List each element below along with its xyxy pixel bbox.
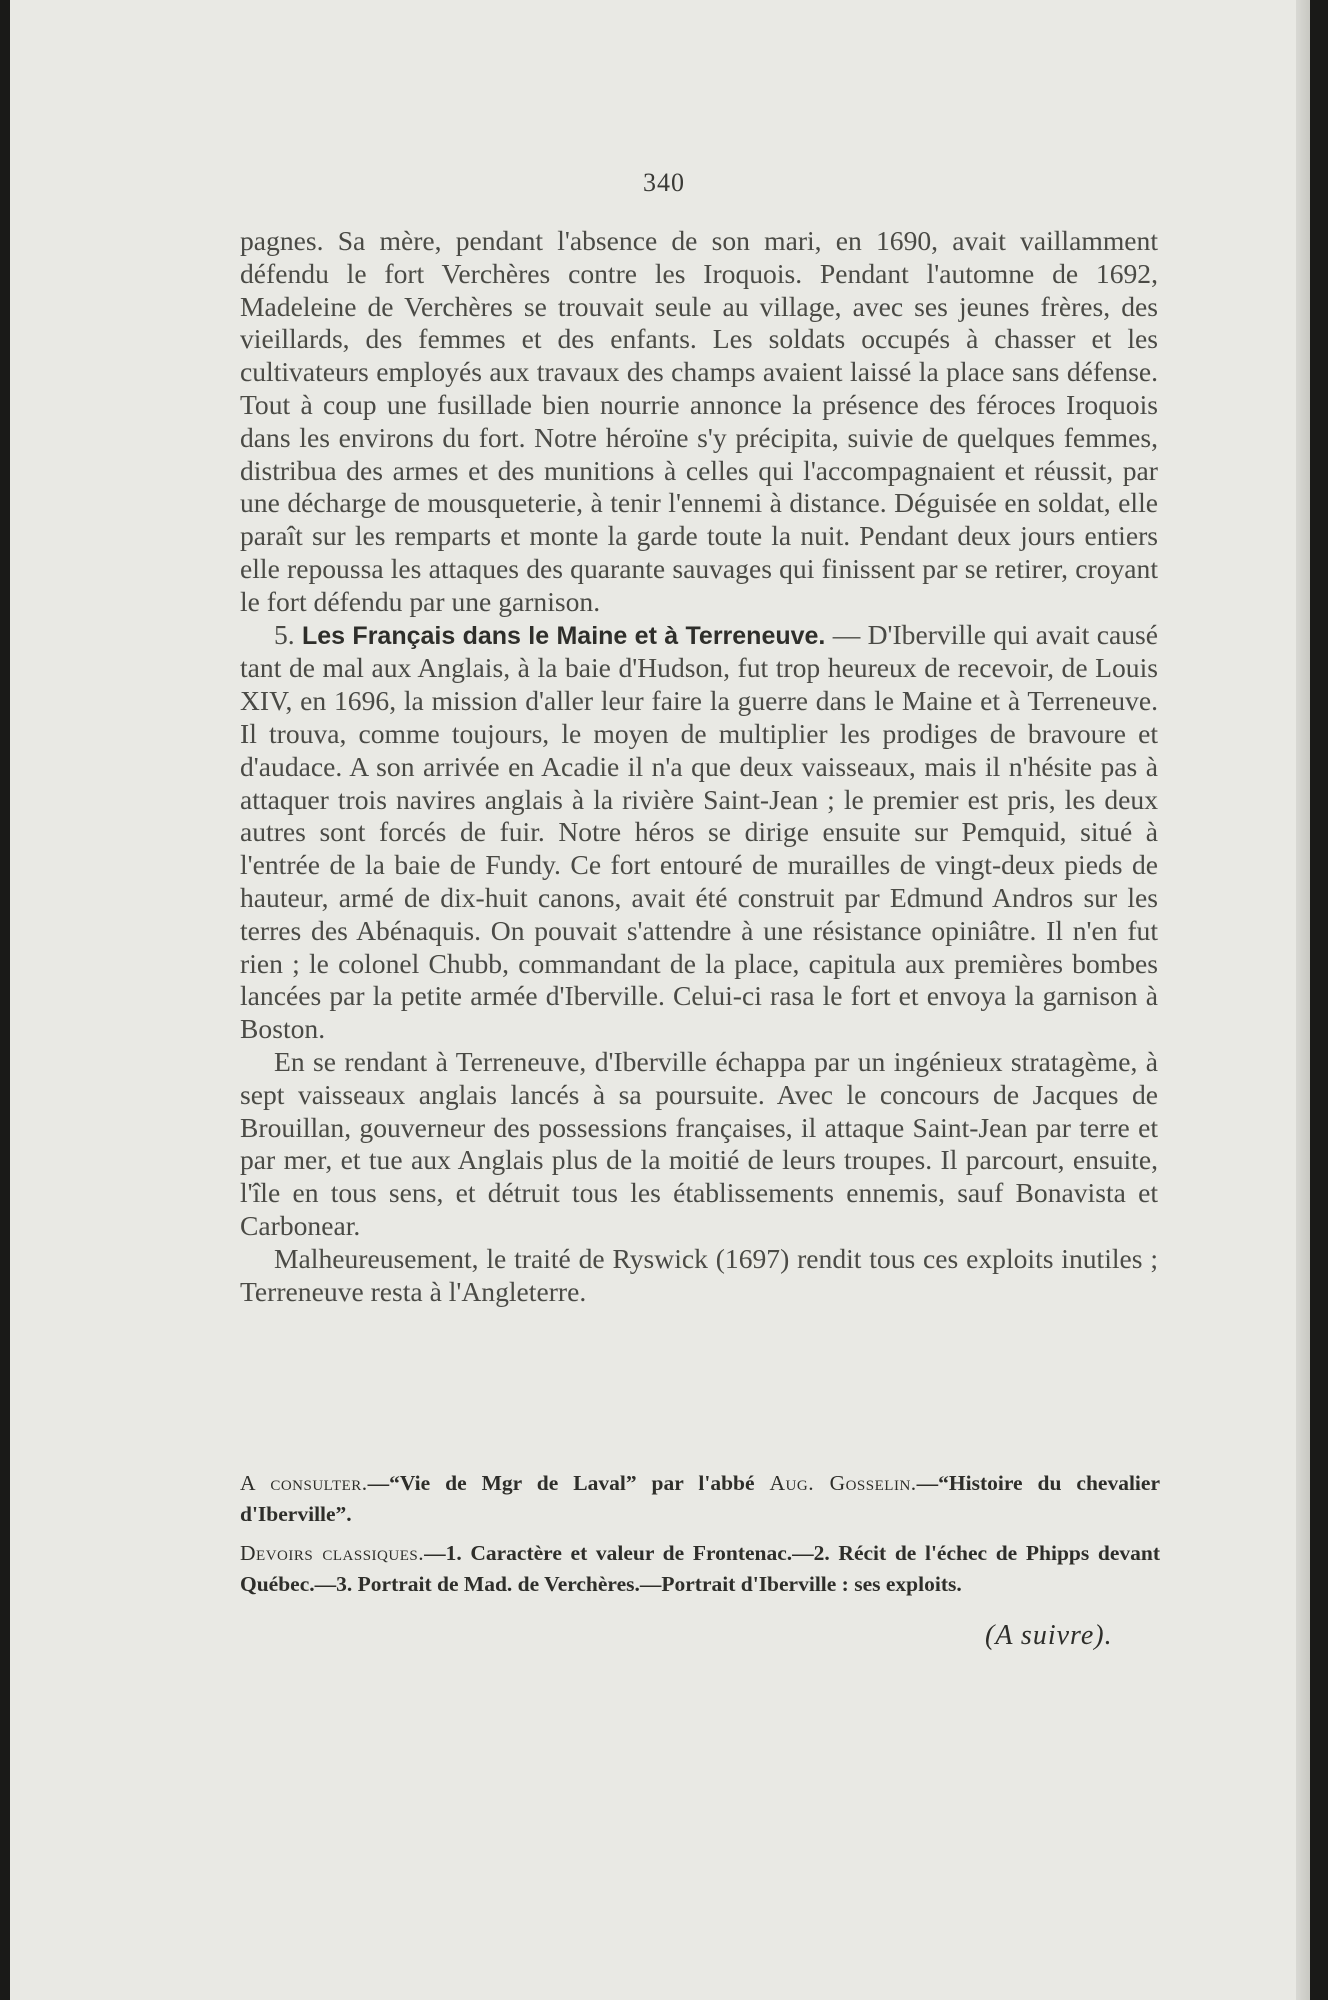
continuation-note: (A suivre). [985, 1620, 1113, 1651]
note-label-consulter: A consulter. [240, 1471, 368, 1495]
scan-border-left [0, 0, 10, 2000]
note-consulter-author: Aug. Gosselin. [769, 1471, 917, 1495]
section-number: 5. [274, 618, 295, 650]
paragraph-terreneuve: En se rendant à Terreneuve, d'Iberville échappa par un ingénieux stratagème, à sept vaisseaux anglais lancés à sa poursuite. Avec le concours de Jacques de Brouillan, gouverneur des possessions françaises, il attaque Saint-Jean par terre et par mer, et tue aux Anglais plus de la moitié de leurs troupes. Il parcourt, ensuite, l'île en tous sens, et détruit tous les établissements ennemis, sauf Bonavista et Carbonear. [240, 1045, 1158, 1241]
paragraph-verchères: pagnes. Sa mère, pendant l'absence de son mari, en 1690, avait vaillamment défendu le fort Verchères contre les Iroquois. Pendant l'automne de 1692, Madeleine de Verchères se trouvait seule au village, avec ses jeunes frères, des vieillards, des femmes et des enfants. Les soldats occupés à chasser et les cultivateurs employés aux travaux des champs avaient laissé la place sans défense. Tout à coup une fusillade bien nourrie annonce la présence des féroces Iroquois dans les environs du fort. Notre héroïne s'y précipita, suivie de quelques femmes, distribua des armes et des munitions à celles qui l'accompagnaient et réussit, par une décharge de mousqueterie, à tenir l'ennemi à distance. Déguisée en soldat, elle paraît sur les remparts et monte la garde toute la nuit. Pendant deux jours entiers elle repoussa les attaques des quarante sauvages qui finissent par se retirer, croyant le fort défendu par une garnison. [240, 225, 1158, 617]
paragraph-section-5 [240, 619, 1158, 1046]
note-label-devoirs: Devoirs classiques. [240, 1541, 425, 1565]
note-devoirs [240, 1538, 1160, 1600]
body-text [240, 225, 1158, 1308]
note-consulter-rest: —“Histoire du chevalier d'Iberville”. [240, 1471, 1160, 1526]
scan-border-right [1310, 0, 1328, 2000]
page-number: 340 [643, 168, 685, 197]
note-devoirs-text: —1. Caractère et valeur de Frontenac.—2. Récit de l'échec de Phipps devant Québec.—3. Portrait de Mad. de Verchères.—Portrait d'Iberville : ses exploits. [240, 1541, 1160, 1596]
scan-page-edge [1296, 0, 1310, 2000]
section-text: — D'Iberville qui avait causé tant de mal aux Anglais, à la baie d'Hudson, fut trop heureux de recevoir, de Louis XIV, en 1696, la mission d'aller leur faire la guerre dans le Maine et à Terreneuve. Il trouva, comme toujours, le moyen de multiplier les prodiges de bravoure et d'audace. A son arrivée en Acadie il n'a que deux vaisseaux, mais il n'hésite pas à attaquer trois navires anglais à la rivière Saint-Jean ; le premier est pris, les deux autres sont forcés de fuir. Notre héros se dirige ensuite sur Pemquid, situé à l'entrée de la baie de Fundy. Ce fort entouré de murailles de vingt-deux pieds de hauteur, armé de dix-huit canons, avait été construit par Edmund Andros sur les terres des Abénaquis. On pouvait s'attendre à une résistance opiniâtre. Il n'en fut rien ; le colonel Chubb, commandant de la place, capitula aux premières bombes lancées par la petite armée d'Iberville. Celui-ci rasa le fort et envoya la garnison à Boston. [240, 618, 1158, 1045]
note-a-consulter [240, 1468, 1160, 1530]
note-consulter-text: —“Vie de Mgr de Laval” par l'abbé [367, 1471, 770, 1495]
section-heading: Les Français dans le Maine et à Terreneuve. [302, 621, 826, 650]
paragraph-ryswick: Malheureusement, le traité de Ryswick (1697) rendit tous ces exploits inutiles ; Terreneuve resta à l'Angleterre. [240, 1242, 1158, 1307]
footnotes [240, 1468, 1160, 1608]
